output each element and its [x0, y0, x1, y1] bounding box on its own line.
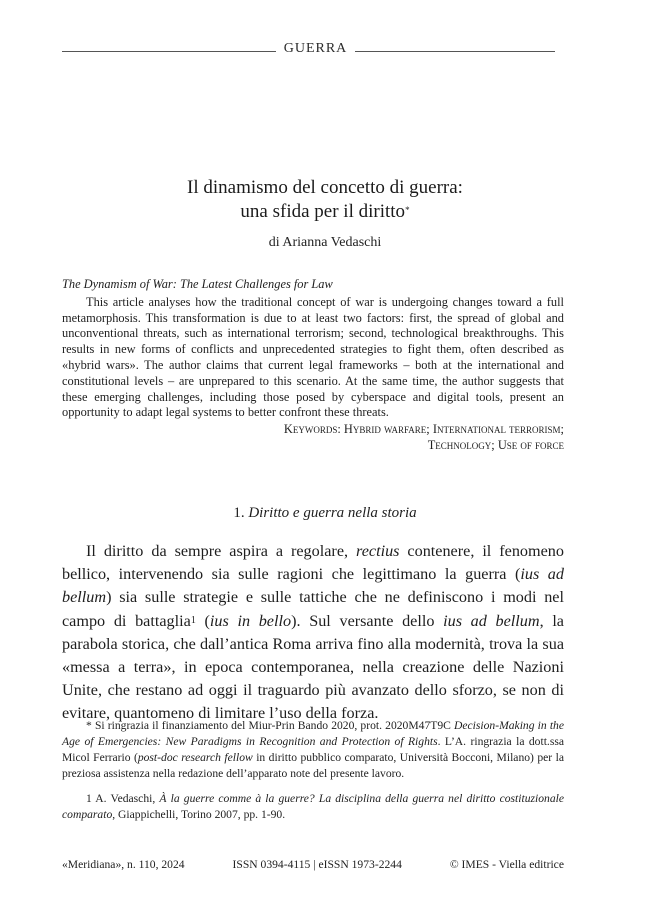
page-footer: [62, 858, 564, 871]
footnote-ref-1[interactable]: 1: [190, 614, 196, 626]
footnote-text: Si ringrazia il finanziamento del Miur-Prin Bando 2020, prot. 2020M47T9C: [91, 719, 455, 732]
section-heading: [0, 505, 650, 522]
footnote-mark: *: [86, 719, 92, 732]
title-line-1: Il dinamismo del concetto di guerra:: [187, 177, 463, 198]
title-line-2: [0, 200, 650, 224]
title-line-2-text: una sfida per il diritto: [240, 201, 406, 222]
body-italic: rectius: [356, 542, 400, 560]
footer-publisher: © IMES - Viella editrice: [449, 858, 564, 871]
body-italic: ius ad bellum: [443, 611, 540, 630]
body-text: (: [195, 611, 210, 630]
footnote-text: A. Vedaschi,: [91, 792, 160, 805]
header-rule-right: [355, 51, 555, 52]
running-header: [62, 40, 555, 62]
footnotes: [62, 718, 564, 823]
footnote-text: . L’A. ringrazia la dott.ssa Micol Ferrario (: [62, 735, 564, 764]
keywords: [62, 422, 564, 454]
abstract-title: The Dynamism of War: The Latest Challenges for Law: [62, 277, 333, 291]
body-text: , la parabola storica, che dall’antica Roma arriva fino alla modernità, trova la sua «messa a terra», in epoca contemporanea, nella creazione delle Nazioni Unite, che restano ad oggi il traguardo più avanzato dello sforzo, se non di evitare, quantomeno di limitare l’uso della forza.: [62, 611, 564, 723]
header-section-label: GUERRA: [283, 41, 348, 56]
header-rule-left: [62, 51, 276, 52]
section-number: 1.: [233, 505, 245, 521]
footnote-italic: Decision-Making in the Age of Emergencies: New Paradigms in Recognition and Protection of Rights: [62, 719, 564, 748]
body-text: contenere, il fenomeno bellico, intervenendo sia sulle ragioni che legittimano la guerra (: [62, 542, 564, 584]
footnote-1: [62, 791, 564, 823]
body-text: ) sia sulle strategie e sulle tattiche che ne definiscono i modi nel campo di battaglia: [62, 588, 564, 630]
body-italic: ius ad bellum: [62, 565, 564, 607]
abstract-text: This article analyses how the traditional concept of war is undergoing changes toward a full metamorphosis. This transformation is due to at least two factors: first, the spread of global and unconventional threats, such as international terrorism; second, technological breakthroughs. This results in new forms of conflicts and unprecedented strategies to fight them, often described as «hybrid wars». The author claims that current legal frameworks – both at the international and constitutional levels – are unprepared to this scenario. At the same time, the author suggests that these emerging challenges, including those posed by cyberspace and digital tools, present an opportunity to adapt legal systems to better confront these threats.: [62, 294, 564, 420]
body-text: Il diritto da sempre aspira a regolare,: [86, 542, 356, 560]
title-note-mark: *: [405, 205, 410, 215]
article-title: [0, 176, 650, 224]
footnote-italic: post-doc research fellow: [137, 751, 253, 764]
footer-journal: «Meridiana», n. 110, 2024: [62, 858, 185, 871]
footer-issn: ISSN 0394-4115 | eISSN 1973-2244: [232, 858, 402, 871]
article-author: di Arianna Vedaschi: [268, 235, 382, 250]
footnote-star: [62, 718, 564, 782]
keywords-line-2: Technology; Use of force: [427, 437, 564, 452]
keywords-line-1: Keywords: Hybrid warfare; International terrorism;: [283, 422, 564, 437]
body-italic: ius in bello: [209, 611, 292, 630]
section-title: Diritto e guerra nella storia: [248, 505, 417, 521]
footnote-text: in diritto pubblico comparato, Università Bocconi, Milano) per la preziosa assistenza nella redazione dell’apparato note del presente lavoro.: [62, 751, 564, 780]
footnote-text: , Giappichelli, Torino 2007, pp. 1-90.: [112, 808, 286, 821]
footnote-italic: À la guerre comme à la guerre? La disciplina della guerra nel diritto costituzionale comparato: [62, 792, 564, 821]
body-text: ). Sul versante dello: [291, 611, 444, 630]
footnote-mark: 1: [86, 792, 92, 805]
body-paragraph: [62, 540, 564, 726]
abstract: [62, 277, 564, 454]
